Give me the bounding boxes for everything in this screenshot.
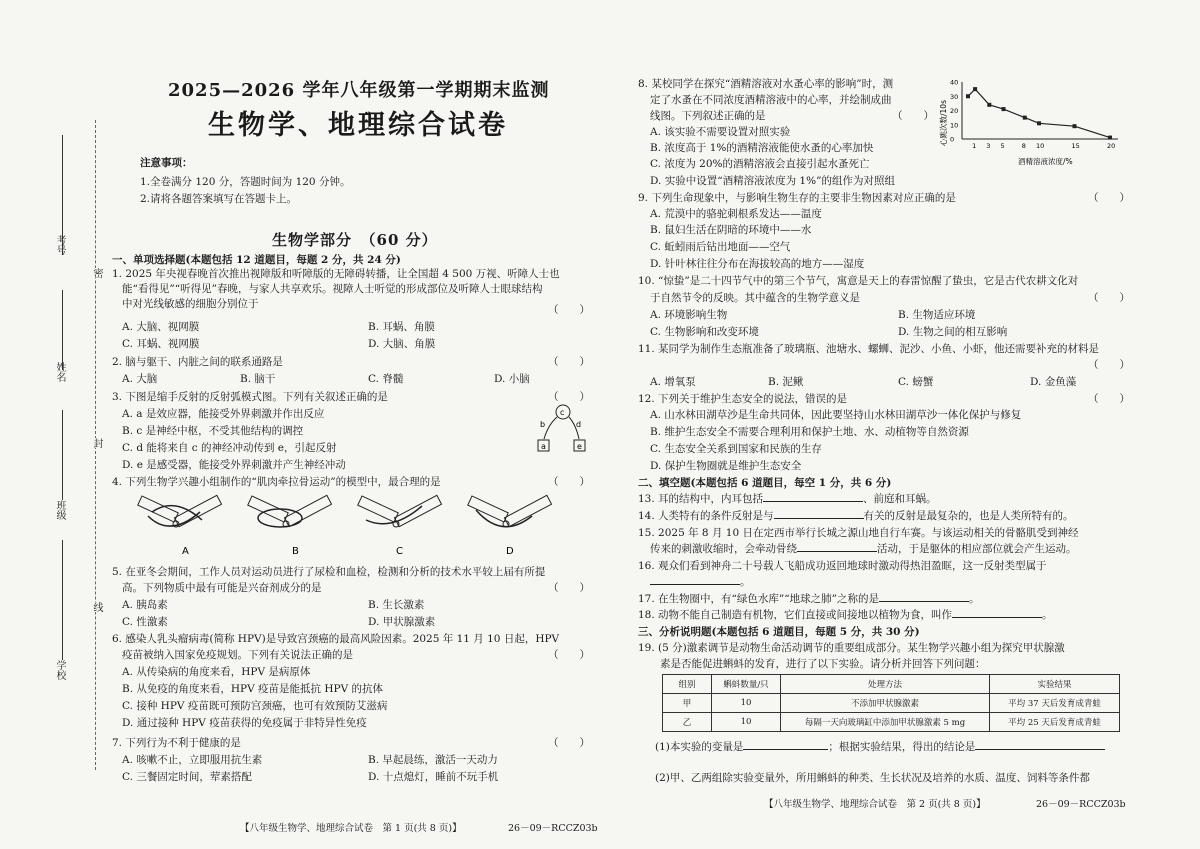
chart-point bbox=[1037, 121, 1041, 125]
q1-option-a: A. 大脑、视网膜 bbox=[122, 321, 200, 333]
q13-blank[interactable] bbox=[763, 501, 863, 502]
model-c bbox=[358, 495, 442, 557]
chart-point bbox=[1108, 136, 1112, 140]
chart-point bbox=[1002, 107, 1006, 111]
q14-pre: 14. 人类特有的条件反射是与 bbox=[638, 510, 774, 522]
q8-line: 8. 某校同学在探究“酒精溶液对水蚤心率的影响”时，测 bbox=[638, 78, 894, 90]
chart-x-tick: 15 bbox=[1071, 142, 1080, 150]
chart-x-tick: 1 bbox=[972, 142, 977, 150]
seal-mark: 线 bbox=[91, 602, 102, 612]
diagram-label-e: e bbox=[577, 442, 582, 451]
q10-line: 于自然节令的反映。其中蕴含的生物学意义是 bbox=[650, 292, 860, 304]
chart-x-tick: 5 bbox=[1000, 142, 1005, 150]
part2-title: 二、填空题(本题包括 6 道题目，每空 1 分，共 6 分) bbox=[638, 477, 892, 489]
q4-answer-paren: （ ） bbox=[548, 476, 590, 488]
q6-line: 疫苗被纳入国家免疫规划。下列有关说法正确的是 bbox=[122, 649, 353, 661]
q8-option-a: A. 该实验不需要设置对照实验 bbox=[650, 126, 791, 138]
chart-x-label: 酒精溶液浓度/% bbox=[1018, 157, 1073, 166]
name-label: 姓名 bbox=[54, 362, 65, 382]
table-header: 处理方法 bbox=[781, 675, 990, 694]
q19-sub2: (2)甲、乙两组除实验变量外，所用蝌蚪的种类、生长状况及培养的水质、温度、饲料等条件都 bbox=[655, 772, 1090, 784]
chart-y-label: 心跳次数/10s bbox=[939, 100, 948, 146]
q8-line: 定了水蚤在不同浓度酒精溶液中的心率，并绘制成曲 bbox=[650, 94, 892, 106]
chart-y-tick: 10 bbox=[950, 121, 959, 130]
q14-post: 有关的反射是最复杂的，也是人类所特有的。 bbox=[863, 510, 1074, 522]
q19-sub1-mid: ；根据实验结果，得出的结论是 bbox=[828, 741, 976, 753]
q19-sub1-pre: (1)本实验的变量是 bbox=[655, 741, 744, 753]
q8-option-c: C. 浓度为 20%的酒精溶液会直接引起水蚤死亡 bbox=[650, 158, 870, 170]
q9-stem: 9. 下列生命现象中，与影响生物生存的主要非生物因素对应正确的是 bbox=[638, 192, 956, 204]
q19-line: 19. (5 分)激素调节是动物生命活动调节的重要组成部分。某生物学兴趣小组为探究甲状腺激 bbox=[638, 642, 1065, 654]
q10-option-c: C. 生物影响和改变环境 bbox=[650, 326, 759, 338]
model-label: A bbox=[182, 546, 189, 557]
q5-line: 5. 在亚冬会期间，工作人员对运动员进行了尿检和血检，检测和分析的技术水平较上届有所提 bbox=[112, 566, 546, 578]
model-label: C bbox=[396, 546, 403, 557]
table-cell: 10 bbox=[712, 713, 781, 732]
q11-option-a: A. 增氧泵 bbox=[650, 376, 696, 388]
q14 bbox=[638, 509, 1074, 524]
page2-footer: 【八年级生物学、地理综合试卷 第 2 页(共 8 页)】 bbox=[764, 799, 986, 810]
exam-subtitle: 生物学、地理综合试卷 bbox=[208, 110, 508, 141]
reflex-arc-diagram bbox=[530, 403, 590, 455]
table-cell: 每隔一天向玻璃缸中添加甲状腺激素 5 mg bbox=[781, 713, 990, 732]
q6-option-c: C. 接种 HPV 疫苗既可预防宫颈癌，也可有效预防艾滋病 bbox=[122, 700, 388, 712]
chart-y-tick: 30 bbox=[950, 92, 959, 101]
q10-option-b: B. 生物适应环境 bbox=[898, 309, 976, 321]
q9-option-b: B. 鼠妇生活在阴暗的环境中——水 bbox=[650, 224, 812, 236]
q16-line: 16. 观众们看到神舟二十号载人飞船成功返回地球时激动得热泪盈眶，这一反射类型属于 bbox=[638, 560, 1047, 572]
section-title: 生物学部分 （60 分） bbox=[272, 231, 438, 249]
q8-option-d: D. 实验中设置“酒精溶液浓度为 1%”的组作为对照组 bbox=[650, 175, 895, 187]
q11-option-d: D. 金鱼藻 bbox=[1030, 376, 1077, 388]
q5-option-a: A. 胰岛素 bbox=[122, 599, 168, 611]
q13-post: 、前庭和耳蜗。 bbox=[863, 493, 937, 505]
class-label: 班级 bbox=[54, 500, 65, 520]
q17 bbox=[638, 592, 980, 607]
q1-line: 中对光线敏感的细胞分别位于 bbox=[122, 298, 259, 310]
q3-answer-paren: （ ） bbox=[548, 391, 590, 403]
binding-line bbox=[62, 540, 63, 660]
chart-x-tick: 20 bbox=[1107, 142, 1116, 150]
q5-option-d: D. 甲状腺激素 bbox=[368, 616, 436, 628]
part1-title: 一、单项选择题(本题包括 12 道题目，每题 2 分，共 24 分) bbox=[112, 254, 401, 266]
q12-option-b: B. 维护生态安全不需要合理利用和保护土地、水、动植物等自然资源 bbox=[650, 426, 969, 438]
q12-answer-paren: （ ） bbox=[1088, 393, 1130, 405]
q12-stem: 12. 下列关于维护生态安全的说法，错误的是 bbox=[638, 393, 848, 405]
q9-option-a: A. 荒漠中的骆驼刺根系发达——温度 bbox=[650, 208, 822, 220]
muscle-models bbox=[130, 492, 570, 558]
q15-line: 15. 2025 年 8 月 10 日在定西市举行长城之源山地自行车赛。与该运动相关的骨骼肌受到神经 bbox=[638, 527, 1079, 539]
q19-sub1-blank[interactable] bbox=[743, 749, 828, 750]
q5-answer-paren: （ ） bbox=[548, 582, 590, 594]
table-header: 组别 bbox=[663, 675, 712, 694]
chart-point bbox=[973, 87, 977, 91]
model-b bbox=[248, 495, 332, 557]
model-d bbox=[468, 495, 552, 557]
table-cell: 平均 37 天后发育成青蛙 bbox=[990, 694, 1120, 713]
q10-answer-paren: （ ） bbox=[1088, 292, 1130, 304]
q10-option-a: A. 环境影响生物 bbox=[650, 309, 728, 321]
school-label: 学校 bbox=[54, 660, 65, 680]
q19-sub1 bbox=[655, 740, 1105, 755]
q10-line: 10. “惊蛰”是二十四节气中的第三个节气，寓意是天上的春雷惊醒了蛰虫，它是古代农耕文化对 bbox=[638, 275, 1079, 287]
table-row bbox=[663, 694, 1120, 713]
q1-option-c: C. 耳蜗、视网膜 bbox=[122, 338, 200, 350]
q12-option-c: C. 生态安全关系到国家和民族的生存 bbox=[650, 443, 822, 455]
q6-option-b: B. 从免疫的角度来看，HPV 疫苗是能抵抗 HPV 的抗体 bbox=[122, 683, 384, 695]
q2-option-b: B. 脑干 bbox=[240, 373, 276, 385]
diagram-label-a: a bbox=[541, 442, 546, 451]
table-cell: 不添加甲状腺激素 bbox=[781, 694, 990, 713]
q18-post: 。 bbox=[1042, 609, 1053, 621]
table-header: 实验结果 bbox=[990, 675, 1120, 694]
binding-strip bbox=[0, 0, 110, 849]
q15 bbox=[650, 542, 1077, 557]
q7-option-a: A. 咳嗽不止，立即服用抗生素 bbox=[122, 754, 263, 766]
q6-answer-paren: （ ） bbox=[548, 649, 590, 661]
q7-option-c: C. 三餐固定时间，荤素搭配 bbox=[122, 771, 252, 783]
model-label: D bbox=[506, 546, 514, 557]
page1-code: 26－09－RCCZ03b bbox=[508, 823, 598, 834]
q18-blank[interactable] bbox=[952, 617, 1042, 618]
q5-line: 高。下列物质中最有可能是兴奋剂成分的是 bbox=[122, 582, 322, 594]
q8-option-b: B. 浓度高于 1%的酒精溶液能使水蚤的心率加快 bbox=[650, 142, 874, 154]
q13 bbox=[638, 492, 937, 507]
table-cell: 10 bbox=[712, 694, 781, 713]
q3-option-a: A. a 是效应器，能接受外界刺激并作出反应 bbox=[122, 408, 325, 420]
q6-option-d: D. 通过接种 HPV 疫苗获得的免疫属于非特异性免疫 bbox=[122, 717, 367, 729]
table-header-row bbox=[663, 675, 1120, 694]
q7-option-b: B. 早起晨练，激活一天动力 bbox=[368, 754, 498, 766]
q17-pre: 17. 在生物圈中，有“绿色水库”“地球之肺”之称的是 bbox=[638, 593, 880, 605]
q9-option-c: C. 蚯蚓雨后钻出地面——空气 bbox=[650, 241, 791, 253]
q11-option-c: C. 螃蟹 bbox=[898, 376, 934, 388]
q10-option-d: D. 生物之间的相互影响 bbox=[898, 326, 1008, 338]
heart-rate-chart bbox=[932, 76, 1128, 168]
q15-blank[interactable] bbox=[797, 551, 877, 552]
notice-title: 注意事项： bbox=[140, 157, 193, 169]
q4-stem: 4. 下列生物学兴趣小组制作的“肌肉牵拉骨运动”的模型中，最合理的是 bbox=[112, 476, 441, 488]
exam-title: 2025—2026 学年八年级第一学期期末监测 bbox=[168, 80, 550, 101]
q1-line: 1. 2025 年央视春晚首次推出视障版和听障版的无障碍转播，让全国超 4 500 万视、听障人士也 bbox=[112, 268, 560, 280]
diagram-label-d: d bbox=[576, 420, 582, 429]
page2-code: 26－09－RCCZ03b bbox=[1036, 799, 1126, 810]
table-cell: 甲 bbox=[663, 694, 712, 713]
q15-pre: 传来的刺激收缩时，会牵动骨绕 bbox=[650, 543, 797, 555]
q15-post: 活动，于是躯体的相应部位就会产生运动。 bbox=[877, 543, 1077, 555]
q3-option-b: B. c 是神经中枢，不受其他结构的调控 bbox=[122, 425, 304, 437]
q1-line: 能“看得见”“听得见”春晚，与家人共享欢乐。视障人士听觉的形成部位及听障人士眼球结构 bbox=[122, 283, 543, 295]
q19-line: 素是否能促进蝌蚪的发育，进行了以下实验。请分析并回答下列问题： bbox=[660, 658, 986, 670]
q1-option-b: B. 耳蜗、角膜 bbox=[368, 321, 435, 333]
q11-answer-paren: （ ） bbox=[1088, 359, 1130, 371]
chart-x-tick: 10 bbox=[1036, 142, 1045, 150]
chart-point bbox=[966, 94, 970, 98]
diagram-label-c: c bbox=[560, 408, 565, 417]
notice-item: 1.全卷满分 120 分，答题时间为 120 分钟。 bbox=[140, 176, 351, 188]
q7-stem: 7. 下列行为不利于健康的是 bbox=[112, 737, 241, 749]
q11-stem: 11. 某同学为制作生态瓶准备了玻璃瓶、池塘水、螺蛳、泥沙、小鱼、小虾，他还需要补充的材料是 bbox=[638, 343, 1100, 355]
q9-option-d: D. 针叶林往往分布在海拔较高的地方——湿度 bbox=[650, 258, 865, 270]
q7-answer-paren: （ ） bbox=[548, 737, 590, 749]
chart-x-tick: 8 bbox=[1021, 142, 1026, 150]
q2-option-a: A. 大脑 bbox=[122, 373, 158, 385]
q12-option-a: A. 山水林田湖草沙是生命共同体，因此要坚持山水林田湖草沙一体化保护与修复 bbox=[650, 409, 1022, 421]
q2-option-c: C. 脊髓 bbox=[368, 373, 404, 385]
table-header: 蝌蚪数量/只 bbox=[712, 675, 781, 694]
chart-y-tick: 20 bbox=[950, 107, 959, 115]
q2-option-d: D. 小脑 bbox=[494, 373, 530, 385]
q6-line: 6. 感染人乳头瘤病毒(简称 HPV)是导致宫颈癌的最高风险因素。2025 年 11 月 10 日起，HPV bbox=[112, 633, 560, 645]
chart-point bbox=[1073, 124, 1077, 128]
q8-line: 线图。下列叙述正确的是 bbox=[650, 110, 766, 122]
q17-post: 。 bbox=[969, 593, 980, 605]
q7-option-d: D. 十点熄灯，睡前不玩手机 bbox=[368, 771, 499, 783]
q19-sub1-blank2[interactable] bbox=[975, 749, 1105, 750]
q2-stem: 2. 脑与躯干、内脏之间的联系通路是 bbox=[112, 356, 283, 368]
diagram-label-b: b bbox=[540, 420, 546, 429]
table-cell: 平均 25 天后发育成青蛙 bbox=[990, 713, 1120, 732]
table-row bbox=[663, 713, 1120, 732]
q6-option-a: A. 从传染病的角度来看，HPV 是病原体 bbox=[122, 666, 311, 678]
q13-pre: 13. 耳的结构中，内耳包括 bbox=[638, 493, 764, 505]
q16-blank[interactable] bbox=[650, 584, 740, 585]
q2-answer-paren: （ ） bbox=[548, 356, 590, 368]
q3-option-d: D. e 是感受器，能接受外界刺激并产生神经冲动 bbox=[122, 459, 346, 471]
q1-option-d: D. 大脑、角膜 bbox=[368, 338, 436, 350]
q12-option-d: D. 保护生物圈就是维护生态安全 bbox=[650, 460, 802, 472]
chart-series-line bbox=[968, 89, 1110, 138]
exam-number-label: 考号 bbox=[54, 235, 65, 255]
chart-point bbox=[987, 103, 991, 107]
q3-option-c: C. d 能将来自 c 的神经冲动传到 e，引起反射 bbox=[122, 442, 337, 454]
chart-y-tick: 40 bbox=[950, 78, 959, 87]
chart-point bbox=[1023, 116, 1027, 120]
notice-item: 2.请将各题答案填写在答题卡上。 bbox=[140, 193, 298, 205]
q16 bbox=[650, 575, 751, 590]
q3-stem: 3. 下图是缩手反射的反射弧模式图。下列有关叙述正确的是 bbox=[112, 391, 388, 403]
q16-end: 。 bbox=[740, 576, 751, 588]
seal-mark: 密 bbox=[91, 268, 102, 278]
model-a bbox=[138, 495, 222, 557]
q18-pre: 18. 动物不能自己制造有机物，它们直接或间接地以植物为食，叫作 bbox=[638, 609, 953, 621]
chart-x-tick: 3 bbox=[986, 142, 991, 150]
page1-footer: 【八年级生物学、地理综合试卷 第 1 页(共 8 页)】 bbox=[240, 823, 462, 834]
binding-line bbox=[62, 290, 63, 370]
q9-answer-paren: （ ） bbox=[1088, 192, 1130, 204]
q1-answer-paren: （ ） bbox=[548, 304, 590, 316]
q14-blank[interactable] bbox=[774, 518, 864, 519]
seal-mark: 封 bbox=[91, 438, 102, 448]
model-label: B bbox=[292, 546, 299, 557]
q18 bbox=[638, 608, 1053, 623]
q5-option-b: B. 生长激素 bbox=[368, 599, 425, 611]
chart-y-tick: 0 bbox=[950, 135, 955, 144]
experiment-table bbox=[662, 674, 1120, 732]
binding-line bbox=[62, 410, 63, 500]
q11-option-b: B. 泥鳅 bbox=[768, 376, 804, 388]
q8-answer-paren: （ ） bbox=[892, 110, 934, 122]
q5-option-c: C. 性激素 bbox=[122, 616, 168, 628]
q17-blank[interactable] bbox=[879, 601, 969, 602]
part3-title: 三、分析说明题(本题包括 6 道题目，每题 5 分，共 30 分) bbox=[638, 626, 920, 638]
table-cell: 乙 bbox=[663, 713, 712, 732]
